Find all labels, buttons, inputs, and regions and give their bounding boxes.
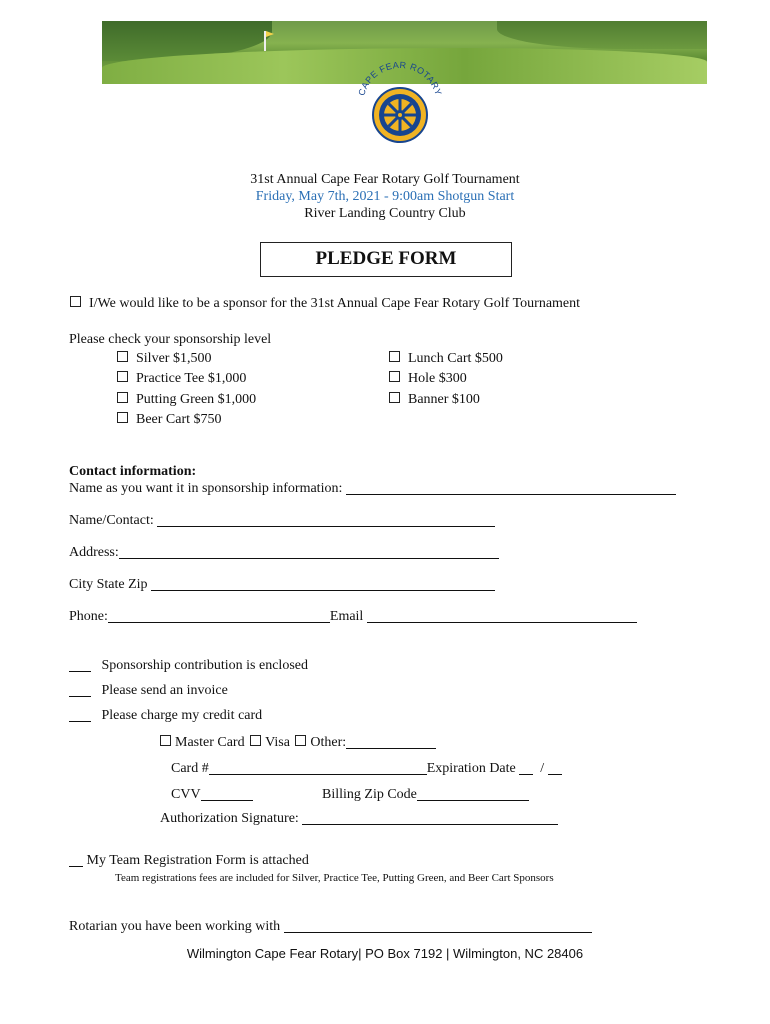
name-contact-row: Name/Contact: — [69, 513, 495, 529]
other-card-field[interactable] — [346, 736, 436, 749]
expiration-month-field[interactable] — [519, 762, 533, 775]
logo-text: CAPE FEAR ROTARY — [356, 59, 444, 97]
team-registration-row: My Team Registration Form is attached — [69, 853, 309, 869]
level-banner: Banner $100 — [389, 392, 480, 408]
expiration-year-field[interactable] — [548, 762, 562, 775]
level-checkbox[interactable] — [389, 371, 400, 382]
footer-address: Wilmington Cape Fear Rotary| PO Box 7192 | Wilmington, NC 28406 — [186, 946, 584, 961]
payment-credit-blank[interactable] — [69, 709, 91, 722]
sponsorship-name-row: Name as you want it in sponsorship information: — [69, 481, 676, 497]
level-checkbox[interactable] — [117, 412, 128, 423]
level-putting-green: Putting Green $1,000 — [117, 392, 256, 408]
phone-field[interactable] — [108, 610, 330, 623]
address-row: Address: — [69, 545, 499, 561]
level-beer-cart: Beer Cart $750 — [117, 412, 222, 428]
level-checkbox[interactable] — [389, 351, 400, 362]
rotary-logo — [353, 58, 447, 152]
sponsorship-name-field[interactable] — [346, 482, 676, 495]
signature-field[interactable] — [302, 812, 558, 825]
phone-email-row: Phone: Email — [69, 609, 637, 625]
visa-checkbox[interactable] — [250, 735, 261, 746]
contact-heading: Contact information: — [69, 464, 197, 479]
name-contact-field[interactable] — [157, 514, 495, 527]
rotarian-field[interactable] — [284, 920, 592, 933]
other-card-checkbox[interactable] — [295, 735, 306, 746]
card-number-row: Card # Expiration Date / — [171, 761, 562, 777]
cvv-field[interactable] — [201, 788, 253, 801]
level-checkbox[interactable] — [117, 351, 128, 362]
level-lunch-cart: Lunch Cart $500 — [389, 351, 503, 367]
level-checkbox[interactable] — [117, 371, 128, 382]
card-number-field[interactable] — [209, 762, 427, 775]
address-field[interactable] — [119, 546, 499, 559]
sponsor-statement-row — [70, 296, 580, 312]
level-practice-tee: Practice Tee $1,000 — [117, 371, 246, 387]
card-types-row: Master Card Visa Other: — [160, 735, 436, 751]
city-state-zip-row: City State Zip — [69, 577, 495, 593]
form-title: PLEDGE FORM — [260, 242, 512, 277]
payment-enclosed-row: Sponsorship contribution is enclosed — [69, 658, 308, 674]
tournament-title: 31st Annual Cape Fear Rotary Golf Tournament — [250, 172, 520, 187]
tournament-date: Friday, May 7th, 2021 - 9:00am Shotgun Start — [255, 189, 515, 204]
level-hole: Hole $300 — [389, 371, 467, 387]
cvv-row: CVV — [171, 787, 253, 803]
level-checkbox[interactable] — [389, 392, 400, 403]
team-registration-blank[interactable] — [69, 854, 83, 867]
city-state-zip-field[interactable] — [151, 578, 495, 591]
rotarian-row: Rotarian you have been working with — [69, 919, 592, 935]
signature-row: Authorization Signature: — [160, 811, 558, 827]
team-registration-note: Team registrations fees are included for Silver, Practice Tee, Putting Green, and Beer Cart Sponsors — [115, 872, 554, 884]
billing-zip-field[interactable] — [417, 788, 529, 801]
payment-enclosed-blank[interactable] — [69, 659, 91, 672]
email-field[interactable] — [367, 610, 637, 623]
sponsor-statement: I/We would like to be a sponsor for the 31st Annual Cape Fear Rotary Golf Tournament — [89, 296, 581, 311]
level-checkbox[interactable] — [117, 392, 128, 403]
payment-invoice-blank[interactable] — [69, 684, 91, 697]
tournament-venue: River Landing Country Club — [304, 206, 466, 221]
billing-zip-row: Billing Zip Code — [322, 787, 529, 803]
levels-prompt: Please check your sponsorship level — [69, 332, 272, 347]
payment-invoice-row: Please send an invoice — [69, 683, 228, 699]
payment-credit-row: Please charge my credit card — [69, 708, 262, 724]
sponsor-checkbox[interactable] — [70, 296, 81, 307]
mastercard-checkbox[interactable] — [160, 735, 171, 746]
level-silver: Silver $1,500 — [117, 351, 211, 367]
